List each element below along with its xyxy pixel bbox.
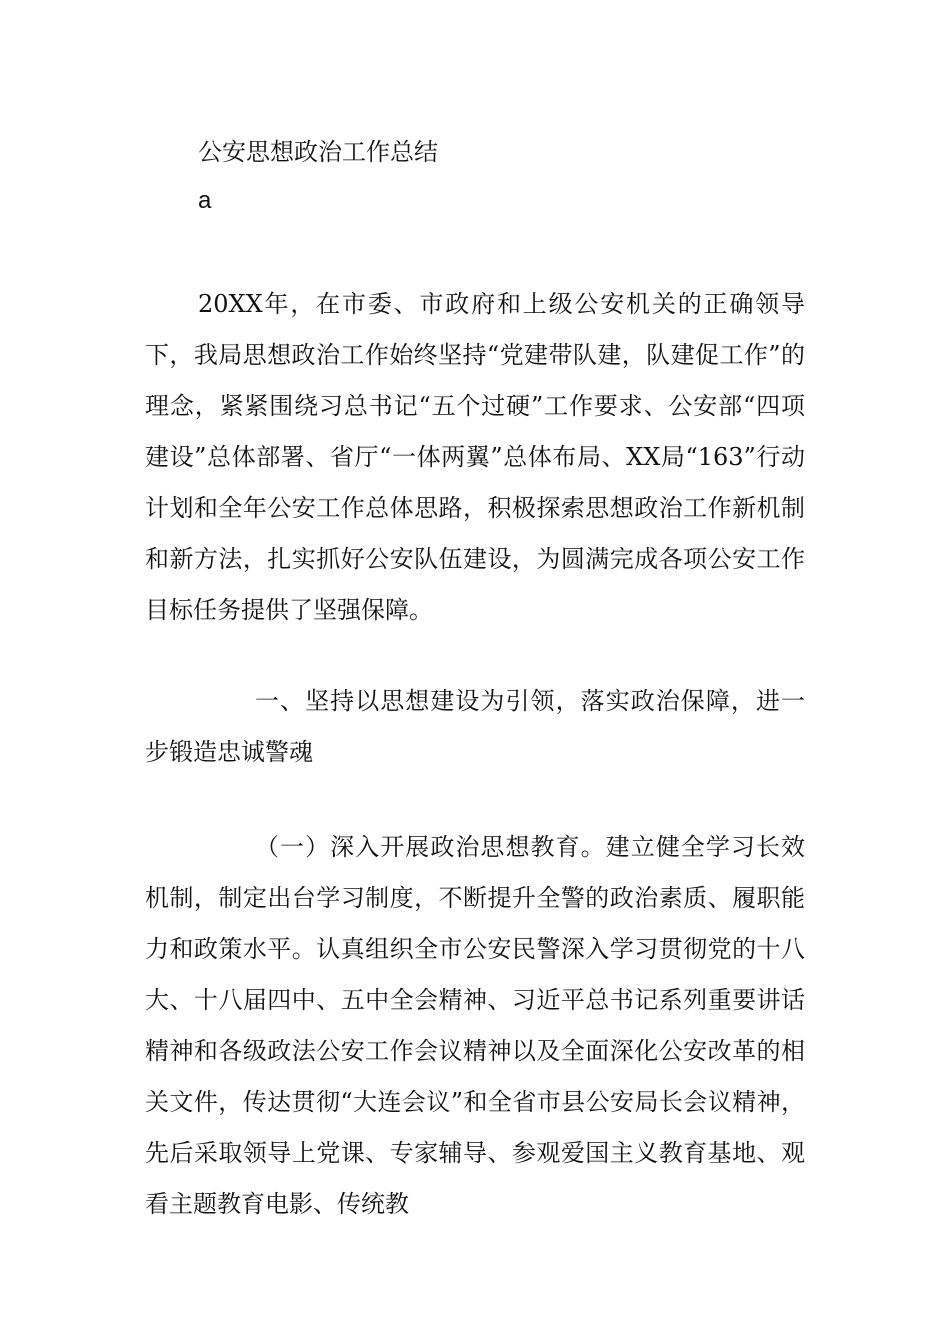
document-subtitle: a	[198, 187, 212, 214]
section-paragraph: （一）深入开展政治思想教育。建立健全学习长效机制，制定出台学习制度，不断提升全警的政治素质、履职能力和政策水平。认真组织全市公安民警深入学习贯彻党的十八大、十八届四中、五中全会精神、习近平总书记系列重要讲话精神和各级政法公安工作会议精神以及全面深化公安改革的相关文件，传达贯彻“大连会议”和全省市县公安局长会议精神，先后采取领导上党课、专家辅导、参观爱国主义教育基地、观看主题教育电影、传统教	[145, 833, 805, 1218]
document-title: 公安思想政治工作总结	[198, 138, 438, 166]
intro-paragraph: 20XX年，在市委、市政府和上级公安机关的正确领导下，我局思想政治工作始终坚持“党建带队建，队建促工作”的理念，紧紧围绕习总书记“五个过硬”工作要求、公安部“四项建设”总体部署、省厅“一体两翼”总体布局、XX局“163”行动计划和全年公安工作总体思路，积极探索思想政治工作新机制和新方法，扎实抓好公安队伍建设，为圆满完成各项公安工作目标任务提供了坚强保障。	[145, 290, 805, 624]
section-heading: 一、坚持以思想建设为引领，落实政治保障，进一步锻造忠诚警魂	[145, 687, 805, 766]
